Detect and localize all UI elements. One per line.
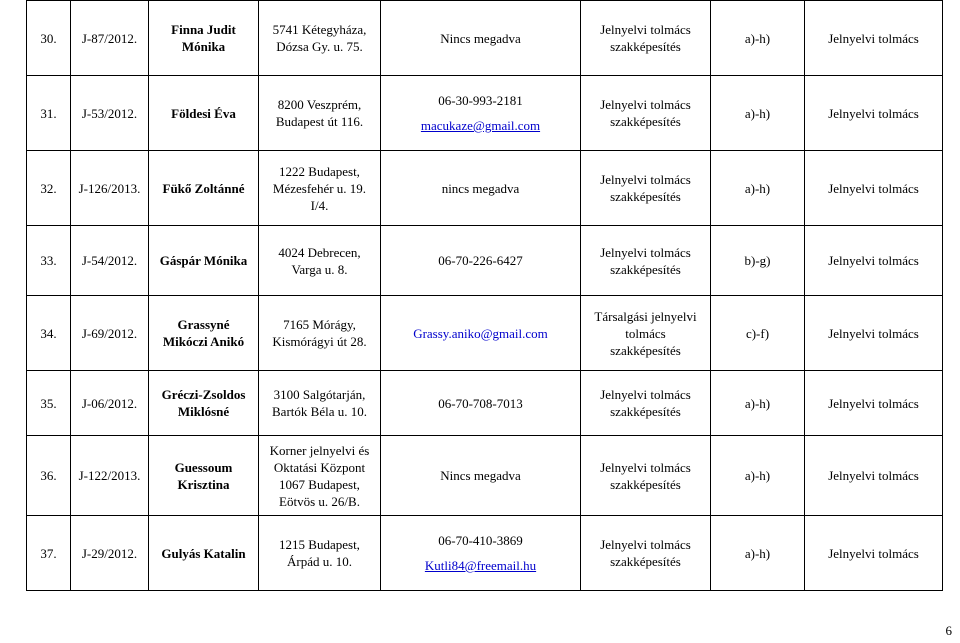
interpreter-name-line: Guessoum	[174, 459, 233, 475]
qualification-line: szakképesítés	[610, 404, 681, 419]
registration-id: J-29/2012.	[71, 516, 149, 591]
qualification-line: szakképesítés	[610, 39, 681, 54]
role: Jelnyelvi tolmács	[805, 436, 943, 516]
registration-id: J-87/2012.	[71, 1, 149, 76]
qualification	[581, 371, 711, 436]
contact-info	[381, 226, 581, 296]
contact-text: 06-70-410-3869	[438, 533, 523, 548]
address-line: 8200 Veszprém,	[277, 97, 362, 112]
interpreter-name-line: Gáspár Mónika	[159, 253, 248, 268]
qualification-line: Jelnyelvi tolmács	[600, 172, 691, 187]
contact-info	[381, 371, 581, 436]
table-row	[27, 516, 943, 591]
address	[259, 151, 381, 226]
contact-text: 06-30-993-2181	[438, 93, 523, 108]
scope: a)-h)	[711, 76, 805, 151]
address-line: 1222 Budapest,	[279, 163, 360, 179]
qualification-line: Jelnyelvi tolmács	[600, 537, 691, 552]
page-number: 6	[945, 623, 952, 638]
interpreter-name	[149, 516, 259, 591]
address-line: Eötvös u. 26/B.	[279, 493, 360, 509]
address	[259, 296, 381, 371]
contact-text: Nincs megadva	[440, 468, 521, 483]
contact-info	[381, 151, 581, 226]
table-row	[27, 226, 943, 296]
row-number: 36.	[27, 436, 71, 516]
email-link[interactable]: Kutli84@freemail.hu	[424, 558, 537, 573]
address-line: Oktatási Központ	[273, 459, 366, 475]
qualification	[581, 1, 711, 76]
row-number: 37.	[27, 516, 71, 591]
address-line: 1215 Budapest,	[279, 537, 360, 552]
scope: b)-g)	[711, 226, 805, 296]
row-number: 35.	[27, 371, 71, 436]
address-line: Kismórágyi út 28.	[272, 334, 367, 349]
address-line: 4024 Debrecen,	[278, 244, 361, 260]
address	[259, 516, 381, 591]
interpreter-name-line: Grassyné	[177, 317, 230, 332]
address-line: 3100 Salgótarján,	[273, 387, 366, 402]
table-row	[27, 436, 943, 516]
table-row	[27, 76, 943, 151]
qualification	[581, 76, 711, 151]
contact-info	[381, 436, 581, 516]
role: Jelnyelvi tolmács	[805, 371, 943, 436]
interpreter-name	[149, 76, 259, 151]
qualification-line: szakképesítés	[610, 114, 681, 129]
interpreter-register-table	[26, 0, 943, 591]
address-line: I/4.	[310, 197, 329, 213]
qualification	[581, 226, 711, 296]
registration-id: J-54/2012.	[71, 226, 149, 296]
table-body	[27, 1, 943, 591]
address-line: 7165 Mórágy,	[283, 317, 356, 332]
address-line: 5741 Kétegyháza,	[272, 22, 367, 37]
qualification-line: Társalgási jelnyelvi	[594, 308, 697, 324]
role: Jelnyelvi tolmács	[805, 76, 943, 151]
contact-text: Nincs megadva	[440, 30, 521, 46]
role: Jelnyelvi tolmács	[805, 296, 943, 371]
address-line: Árpád u. 10.	[287, 554, 352, 569]
qualification-line: szakképesítés	[610, 342, 681, 358]
qualification-line: tolmács	[625, 325, 666, 341]
interpreter-name-line: Földesi Éva	[171, 105, 236, 121]
qualification-line: Jelnyelvi tolmács	[600, 244, 691, 260]
scope: a)-h)	[711, 516, 805, 591]
row-number: 32.	[27, 151, 71, 226]
contact-info	[381, 296, 581, 371]
role: Jelnyelvi tolmács	[805, 226, 943, 296]
address-line: Bartók Béla u. 10.	[272, 404, 367, 419]
role: Jelnyelvi tolmács	[805, 151, 943, 226]
qualification	[581, 436, 711, 516]
qualification-line: szakképesítés	[610, 476, 681, 492]
registration-id: J-06/2012.	[71, 371, 149, 436]
row-number: 34.	[27, 296, 71, 371]
interpreter-name	[149, 436, 259, 516]
interpreter-name-line: Miklósné	[177, 404, 230, 419]
interpreter-name	[149, 296, 259, 371]
interpreter-name-line: Gréczi-Zsoldos	[161, 387, 246, 402]
address-line: Korner jelnyelvi és	[269, 442, 370, 458]
interpreter-name-line: Finna Judit	[171, 22, 236, 37]
interpreter-name	[149, 226, 259, 296]
qualification-line: szakképesítés	[610, 554, 681, 569]
email-link[interactable]: Grassy.aniko@gmail.com	[413, 325, 548, 341]
table-row	[27, 1, 943, 76]
address	[259, 226, 381, 296]
scope: a)-h)	[711, 436, 805, 516]
address-line: Mézesfehér u. 19.	[272, 180, 367, 196]
address	[259, 76, 381, 151]
interpreter-name-line: Gulyás Katalin	[161, 545, 246, 561]
qualification	[581, 516, 711, 591]
scope: c)-f)	[711, 296, 805, 371]
address	[259, 436, 381, 516]
address	[259, 371, 381, 436]
interpreter-name-line: Mónika	[181, 39, 226, 54]
qualification-line: Jelnyelvi tolmács	[600, 97, 691, 112]
address-line: Dózsa Gy. u. 75.	[276, 39, 363, 54]
contact-info	[381, 1, 581, 76]
qualification-line: Jelnyelvi tolmács	[600, 22, 691, 37]
interpreter-name-line: Mikóczi Anikó	[162, 334, 245, 349]
registration-id: J-126/2013.	[71, 151, 149, 226]
row-number: 30.	[27, 1, 71, 76]
email-link[interactable]: macukaze@gmail.com	[420, 118, 541, 133]
scope: a)-h)	[711, 1, 805, 76]
qualification-line: szakképesítés	[610, 261, 681, 277]
table-row	[27, 296, 943, 371]
address-line: 1067 Budapest,	[279, 476, 360, 492]
contact-info	[381, 76, 581, 151]
contact-info	[381, 516, 581, 591]
table-row	[27, 151, 943, 226]
registration-id: J-53/2012.	[71, 76, 149, 151]
address-line: Varga u. 8.	[291, 261, 348, 277]
contact-text: 06-70-708-7013	[438, 395, 523, 411]
contact-text: 06-70-226-6427	[438, 253, 523, 268]
row-number: 31.	[27, 76, 71, 151]
address	[259, 1, 381, 76]
role: Jelnyelvi tolmács	[805, 516, 943, 591]
interpreter-name-line: Fükő Zoltánné	[162, 180, 245, 196]
qualification-line: Jelnyelvi tolmács	[600, 459, 691, 475]
interpreter-name-line: Krisztina	[177, 476, 230, 492]
scope: a)-h)	[711, 151, 805, 226]
contact-text: nincs megadva	[441, 180, 520, 196]
interpreter-name	[149, 151, 259, 226]
role: Jelnyelvi tolmács	[805, 1, 943, 76]
interpreter-name	[149, 371, 259, 436]
qualification-line: Jelnyelvi tolmács	[600, 387, 691, 402]
row-number: 33.	[27, 226, 71, 296]
qualification	[581, 296, 711, 371]
interpreter-name	[149, 1, 259, 76]
qualification-line: szakképesítés	[610, 189, 681, 204]
registration-id: J-122/2013.	[71, 436, 149, 516]
address-line: Budapest út 116.	[275, 114, 364, 129]
qualification	[581, 151, 711, 226]
scope: a)-h)	[711, 371, 805, 436]
table-row	[27, 371, 943, 436]
registration-id: J-69/2012.	[71, 296, 149, 371]
